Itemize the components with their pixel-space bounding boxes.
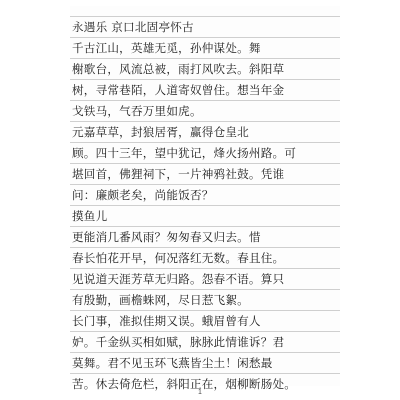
- poem-1-line: 树，寻常巷陌，人道寄奴曾住。想当年金: [72, 83, 285, 97]
- poem-1-line: 元嘉草草，封狼居胥，赢得仓皇北: [72, 125, 249, 139]
- ruled-line: [70, 310, 340, 311]
- poem-2-line: 更能消几番风雨？匆匆春又归去。惜: [72, 230, 261, 244]
- ruled-line: [70, 79, 340, 80]
- poem-2-line: 苦。休去倚危栏，斜阳正在，烟柳断肠处。: [72, 377, 297, 391]
- ruled-line: [70, 268, 340, 269]
- poem-1-line: 堪回首，佛狸祠下，一片神鸦社鼓。凭谁: [72, 167, 285, 181]
- poem-1-line: 问：廉颇老矣，尚能饭否？: [72, 188, 214, 202]
- poem-1-title: 永遇乐 京口北固亭怀古: [72, 20, 194, 34]
- poem-1-line: 顾。四十三年，望中犹记，烽火扬州路。可: [72, 146, 297, 160]
- ruled-line: [70, 163, 340, 164]
- poem-1-line: 榭歌台，风流总被，雨打风吹去。斜阳草: [72, 62, 285, 76]
- poem-1-line: 千古江山，英雄无觅，孙仲谋处。舞: [72, 41, 261, 55]
- ruled-line: [70, 247, 340, 248]
- ruled-line: [70, 373, 340, 374]
- poem-2-line: 有殷勤，画檐蛛网，尽日惹飞絮。: [72, 293, 249, 307]
- ruled-line: [70, 289, 340, 290]
- poem-2-title: 摸鱼儿: [72, 209, 108, 223]
- poem-2-line: 妒。千金纵买相如赋，脉脉此情谁诉？君: [72, 335, 285, 349]
- ruled-line: [70, 142, 340, 143]
- poem-2-line: 春长怕花开早，何况落红无数。春且住。: [72, 251, 285, 265]
- page-number: 1: [198, 389, 202, 396]
- ruled-line: [70, 121, 340, 122]
- poem-1-line: 戈铁马，气吞万里如虎。: [72, 104, 202, 118]
- poem-2-line: 莫舞。君不见玉环飞燕皆尘土！闲愁最: [72, 356, 273, 370]
- ruled-line: [70, 100, 340, 101]
- ruled-line: [70, 184, 340, 185]
- ruled-line: [70, 226, 340, 227]
- ruled-line: [70, 58, 340, 59]
- poem-2-line: 长门事，准拟佳期又误。蛾眉曾有人: [72, 314, 261, 328]
- poem-2-line: 见说道天涯芳草无归路。怨春不语。算只: [72, 272, 285, 286]
- ruled-line: [70, 352, 340, 353]
- ruled-line: [70, 37, 340, 38]
- ruled-line: [70, 331, 340, 332]
- ruled-line: [70, 205, 340, 206]
- ruled-line: [70, 16, 340, 17]
